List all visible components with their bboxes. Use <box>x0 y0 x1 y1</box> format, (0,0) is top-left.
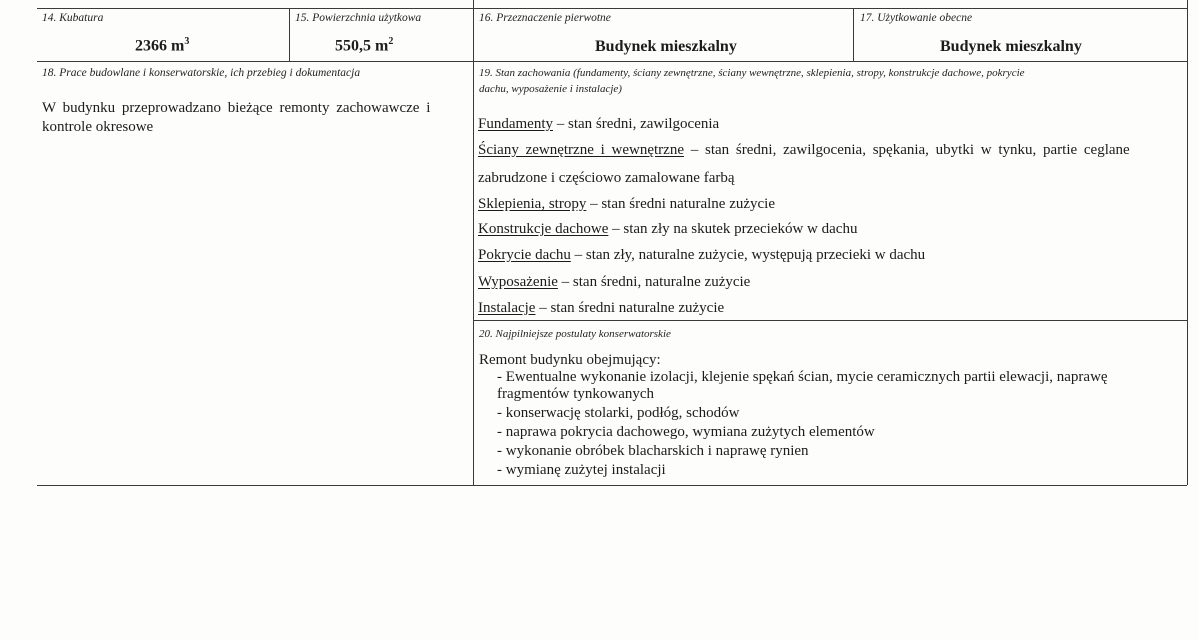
kubatura-label: 14. Kubatura <box>42 12 104 24</box>
col-divider-1 <box>289 8 290 61</box>
stan-sciany: Ściany zewnętrzne i wewnętrzne – stan średni, zawilgocenia, spękania, ubytki w tynku, partie ceglane <box>478 142 1130 158</box>
postulat-item: - wykonanie obróbek blacharskich i naprawę rynien <box>497 443 809 459</box>
prace-text-line1: W budynku przeprowadzano bieżące remonty zachowawcze i <box>42 100 431 116</box>
stan-label-line1: 19. Stan zachowania (fundamenty, ściany zewnętrzne, ściany wewnętrzne, sklepienia, stropy, konstrukcje dachowe, pokrycie <box>479 67 1025 79</box>
powierzchnia-value: 550,5 $m^2$ <box>335 36 394 55</box>
postulaty-label: 20. Najpilniejsze postulaty konserwatorskie <box>479 328 671 340</box>
postulaty-intro: Remont budynku obejmujący: <box>479 352 661 368</box>
stan-fundamenty: Fundamenty – stan średni, zawilgocenia <box>478 116 720 132</box>
bottom-border <box>37 485 1187 486</box>
row-divider-1 <box>37 61 1187 62</box>
postulat-item: - konserwację stolarki, podłóg, schodów <box>497 405 740 421</box>
powierzchnia-label: 15. Powierzchnia użytkowa <box>295 12 422 24</box>
postulat-item: - Ewentualne wykonanie izolacji, klejenie spękań ścian, mycie ceramicznych partii elewacji, naprawę <box>497 369 1108 385</box>
stan-konstrukcje: Konstrukcje dachowe – stan zły na skutek przecieków w dachu <box>478 221 858 237</box>
postulat-item: - naprawa pokrycia dachowego, wymiana zużytych elementów <box>497 424 875 440</box>
right-border <box>1187 0 1188 485</box>
prace-label: 18. Prace budowlane i konserwatorskie, ich przebieg i dokumentacja <box>42 67 361 79</box>
top-border <box>37 8 1187 9</box>
postulat-item: - wymianę zużytej instalacji <box>497 462 666 478</box>
uzytkowanie-value: Budynek mieszkalny <box>940 38 1082 55</box>
stan-sciany-cont: zabrudzone i częściowo zamalowane farbą <box>478 170 735 186</box>
stan-wyposazenie: Wyposażenie – stan średni, naturalne zużycie <box>478 274 751 290</box>
col-divider-3 <box>853 8 854 61</box>
stan-sklepienia: Sklepienia, stropy – stan średni naturalne zużycie <box>478 196 775 212</box>
przeznaczenie-value: Budynek mieszkalny <box>595 38 737 55</box>
prace-text-line2: kontrole okresowe <box>42 119 154 135</box>
stan-pokrycie: Pokrycie dachu – stan zły, naturalne zużycie, występują przecieki w dachu <box>478 247 926 263</box>
przeznaczenie-label: 16. Przeznaczenie pierwotne <box>479 12 611 24</box>
postulat-item-cont: fragmentów tynkowanych <box>497 386 655 402</box>
uzytkowanie-label: 17. Użytkowanie obecne <box>860 12 973 24</box>
kubatura-value: 2366 $m^3$ <box>135 36 190 55</box>
col-divider-main <box>473 0 474 485</box>
stan-label-line2: dachu, wyposażenie i instalacje) <box>479 83 622 95</box>
stan-instalacje: Instalacje – stan średni naturalne zużycie <box>478 300 725 316</box>
row-divider-2 <box>473 320 1187 321</box>
